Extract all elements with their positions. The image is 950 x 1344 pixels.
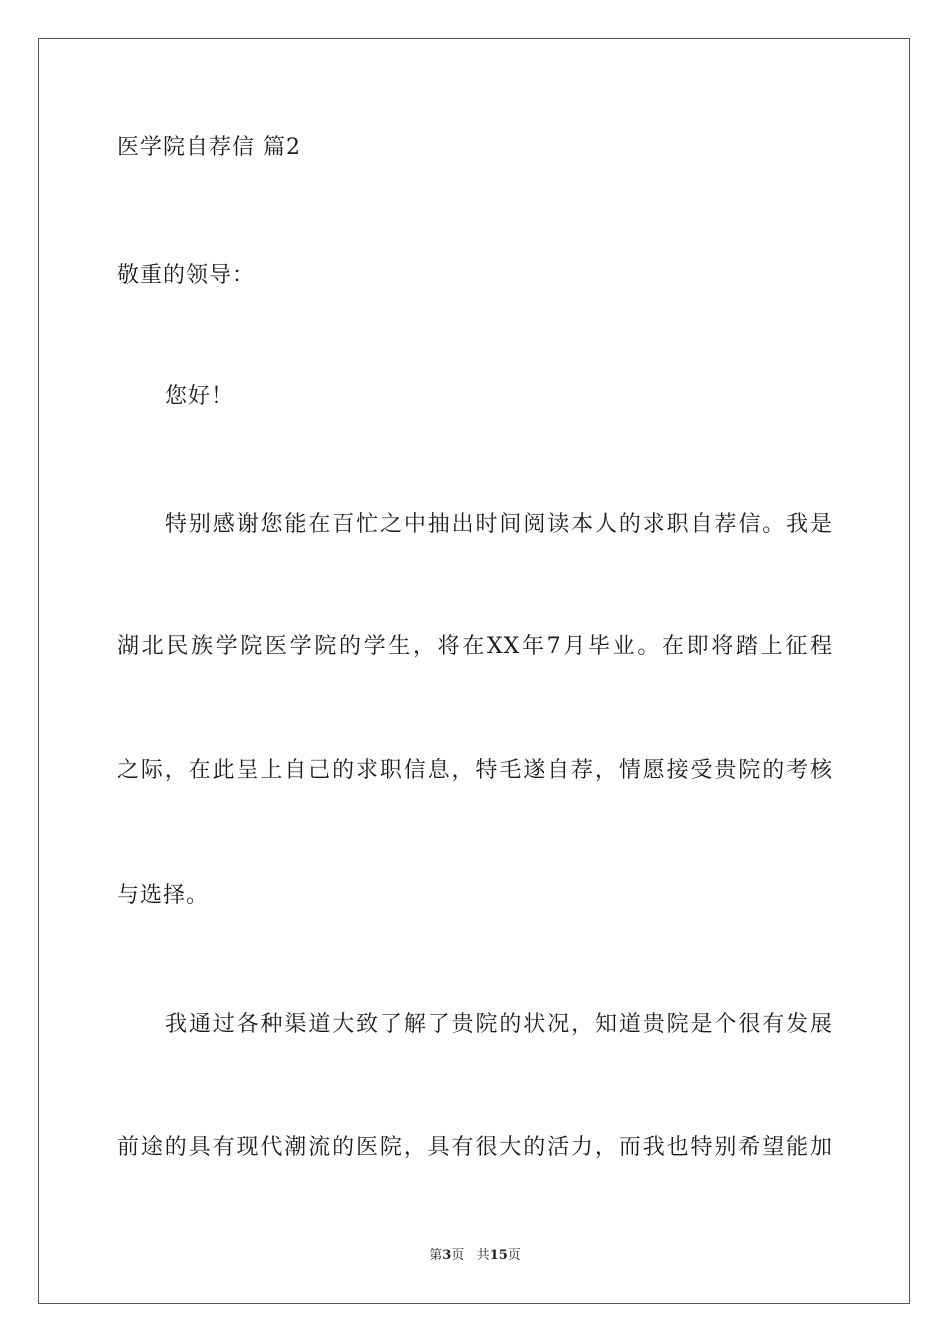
paragraph-line: 与选择。 <box>117 883 210 908</box>
page-number-prefix: 第 <box>429 1248 443 1263</box>
page-frame <box>38 38 910 1304</box>
paragraph-line: 湖北民族学院医学院的学生，将在XX年7月毕业。在即将踏上征程 <box>117 634 833 659</box>
page-footer <box>0 1247 950 1265</box>
greeting: 您好！ <box>165 384 235 409</box>
page-total-prefix: 共 <box>476 1248 490 1263</box>
page-number-current: 3 <box>442 1248 452 1263</box>
page-number-suffix: 页 <box>451 1248 465 1263</box>
paragraph-line: 特别感谢您能在百忙之中抽出时间阅读本人的求职自荐信。我是 <box>165 512 833 537</box>
paragraph-line: 前途的具有现代潮流的医院，具有很大的活力，而我也特别希望能加 <box>117 1135 833 1160</box>
paragraph-line: 之际，在此呈上自己的求职信息，特毛遂自荐，情愿接受贵院的考核 <box>117 758 833 783</box>
salutation: 敬重的领导： <box>117 263 256 288</box>
paragraph-line: 我通过各种渠道大致了解了贵院的状况，知道贵院是个很有发展 <box>165 1012 833 1037</box>
page-total-suffix: 页 <box>507 1248 521 1263</box>
page-total: 15 <box>489 1248 508 1263</box>
document-heading: 医学院自荐信 篇2 <box>117 135 301 160</box>
